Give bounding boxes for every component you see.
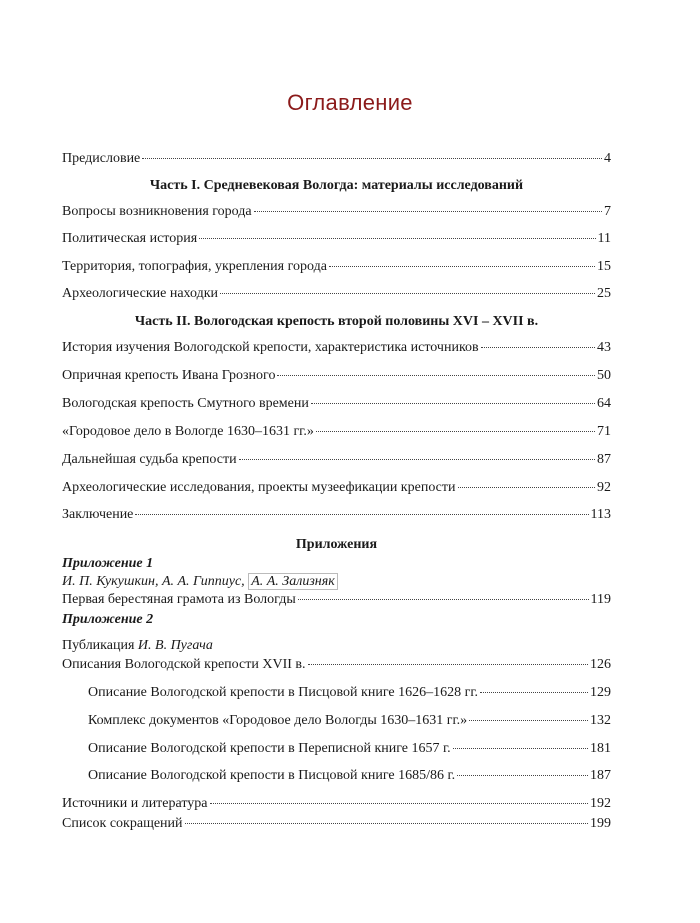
leader-dots	[199, 238, 595, 239]
toc-page-number: 113	[590, 507, 611, 522]
toc-page-number: 4	[604, 151, 611, 166]
toc-subentry[interactable]	[88, 712, 611, 730]
toc-entry-label: «Городовое дело в Вологде 1630–1631 гг.»	[62, 424, 314, 439]
toc-entry-label: Политическая история	[62, 231, 198, 246]
toc-entry-label: Описание Вологодской крепости в Писцовой книге 1626–1628 гг.	[88, 685, 479, 700]
publication-author: И. В. Пугача	[137, 638, 213, 653]
leader-dots	[298, 599, 589, 600]
leader-dots	[453, 748, 588, 749]
toc-page-number: 7	[604, 204, 611, 219]
toc-entry-label: Территория, топография, укрепления города	[62, 259, 327, 274]
toc-page-number: 187	[590, 768, 611, 783]
toc-entry[interactable]	[62, 285, 611, 303]
authors-text: И. П. Кукушкин, А. А. Гиппиус,	[62, 574, 245, 589]
leader-dots	[329, 266, 595, 267]
toc-page-number: 25	[597, 286, 611, 301]
toc-entry-label: Описания Вологодской крепости XVII в.	[62, 657, 306, 672]
leader-dots	[311, 403, 595, 404]
toc-entry-label: Список сокращений	[62, 816, 183, 831]
toc-entry[interactable]	[62, 506, 611, 524]
toc-entry-label: Первая берестяная грамота из Вологды	[62, 592, 296, 607]
appendix-1-authors	[62, 573, 611, 591]
toc-page-number: 15	[597, 259, 611, 274]
leader-dots	[457, 775, 588, 776]
authors-boxed-name: А. А. Зализняк	[248, 573, 338, 590]
appendix-1-label: Приложение 1	[62, 556, 154, 571]
leader-dots	[254, 211, 602, 212]
toc-entry[interactable]	[62, 203, 611, 221]
toc-entry[interactable]	[62, 339, 611, 357]
leader-dots	[239, 459, 595, 460]
toc-entry-label: Археологические находки	[62, 286, 219, 301]
leader-dots	[142, 158, 602, 159]
toc-entry-label: Опричная крепость Ивана Грозного	[62, 368, 276, 383]
toc-entry[interactable]	[62, 258, 611, 276]
publication-prefix: Публикация	[62, 638, 135, 653]
part-1-heading: Часть I. Средневековая Вологда: материалы исследований	[149, 178, 524, 193]
leader-dots	[185, 823, 588, 824]
toc-entry[interactable]	[62, 230, 611, 248]
toc-entry[interactable]	[62, 367, 611, 385]
leader-dots	[308, 664, 588, 665]
toc-entry[interactable]	[62, 423, 611, 441]
leader-dots	[277, 375, 595, 376]
leader-dots	[135, 514, 588, 515]
toc-entry[interactable]	[62, 591, 611, 609]
toc-entry[interactable]	[62, 451, 611, 469]
toc-entry[interactable]	[62, 395, 611, 413]
toc-entry-label: История изучения Вологодской крепости, характеристика источников	[62, 340, 479, 355]
toc-entry-label: Дальнейшая судьба крепости	[62, 452, 237, 467]
part-2-heading: Часть II. Вологодская крепость второй половины XVI – XVII в.	[134, 314, 539, 329]
appendix-2-label: Приложение 2	[62, 612, 154, 627]
toc-entry[interactable]	[62, 815, 611, 833]
toc-page-number: 87	[597, 452, 611, 467]
toc-page-number: 119	[590, 592, 611, 607]
leader-dots	[458, 487, 596, 488]
toc-entry-label: Вопросы возникновения города	[62, 204, 252, 219]
toc-page-number: 50	[597, 368, 611, 383]
toc-entry-label: Вологодская крепость Смутного времени	[62, 396, 309, 411]
toc-subentry[interactable]	[88, 767, 611, 785]
toc-entry-label: Комплекс документов «Городовое дело Вологды 1630–1631 гг.»	[88, 713, 468, 728]
leader-dots	[481, 347, 595, 348]
leader-dots	[316, 431, 595, 432]
toc-entry-label: Описание Вологодской крепости в Переписной книге 1657 г.	[88, 741, 451, 756]
toc-page-number: 43	[597, 340, 611, 355]
toc-page-number: 64	[597, 396, 611, 411]
toc-subentry[interactable]	[88, 740, 611, 758]
toc-entry-label: Предисловие	[62, 151, 141, 166]
toc-entry[interactable]	[62, 656, 611, 674]
leader-dots	[469, 720, 588, 721]
leader-dots	[480, 692, 588, 693]
toc-page-number: 71	[597, 424, 611, 439]
appendix-2-publication	[62, 637, 611, 655]
leader-dots	[210, 803, 588, 804]
toc-entry[interactable]	[62, 795, 611, 813]
toc-page-number: 181	[590, 741, 611, 756]
appendices-heading: Приложения	[295, 537, 378, 552]
toc-page-number: 11	[597, 231, 611, 246]
toc-entry-label: Описание Вологодской крепости в Писцовой книге 1685/86 г.	[88, 768, 456, 783]
toc-subentry[interactable]	[88, 684, 611, 702]
toc-entry[interactable]	[62, 479, 611, 497]
toc-entry-label: Археологические исследования, проекты музеефикации крепости	[62, 480, 456, 495]
toc-page-number: 199	[590, 816, 611, 831]
toc-entry-label: Источники и литература	[62, 796, 208, 811]
toc-page-number: 132	[590, 713, 611, 728]
toc-page-number: 192	[590, 796, 611, 811]
leader-dots	[220, 293, 595, 294]
toc-page-number: 129	[590, 685, 611, 700]
toc-entry-preface[interactable]	[62, 150, 611, 168]
page-title: Оглавление	[287, 90, 413, 115]
toc-page-number: 126	[590, 657, 611, 672]
toc-page-number: 92	[597, 480, 611, 495]
toc-entry-label: Заключение	[62, 507, 134, 522]
